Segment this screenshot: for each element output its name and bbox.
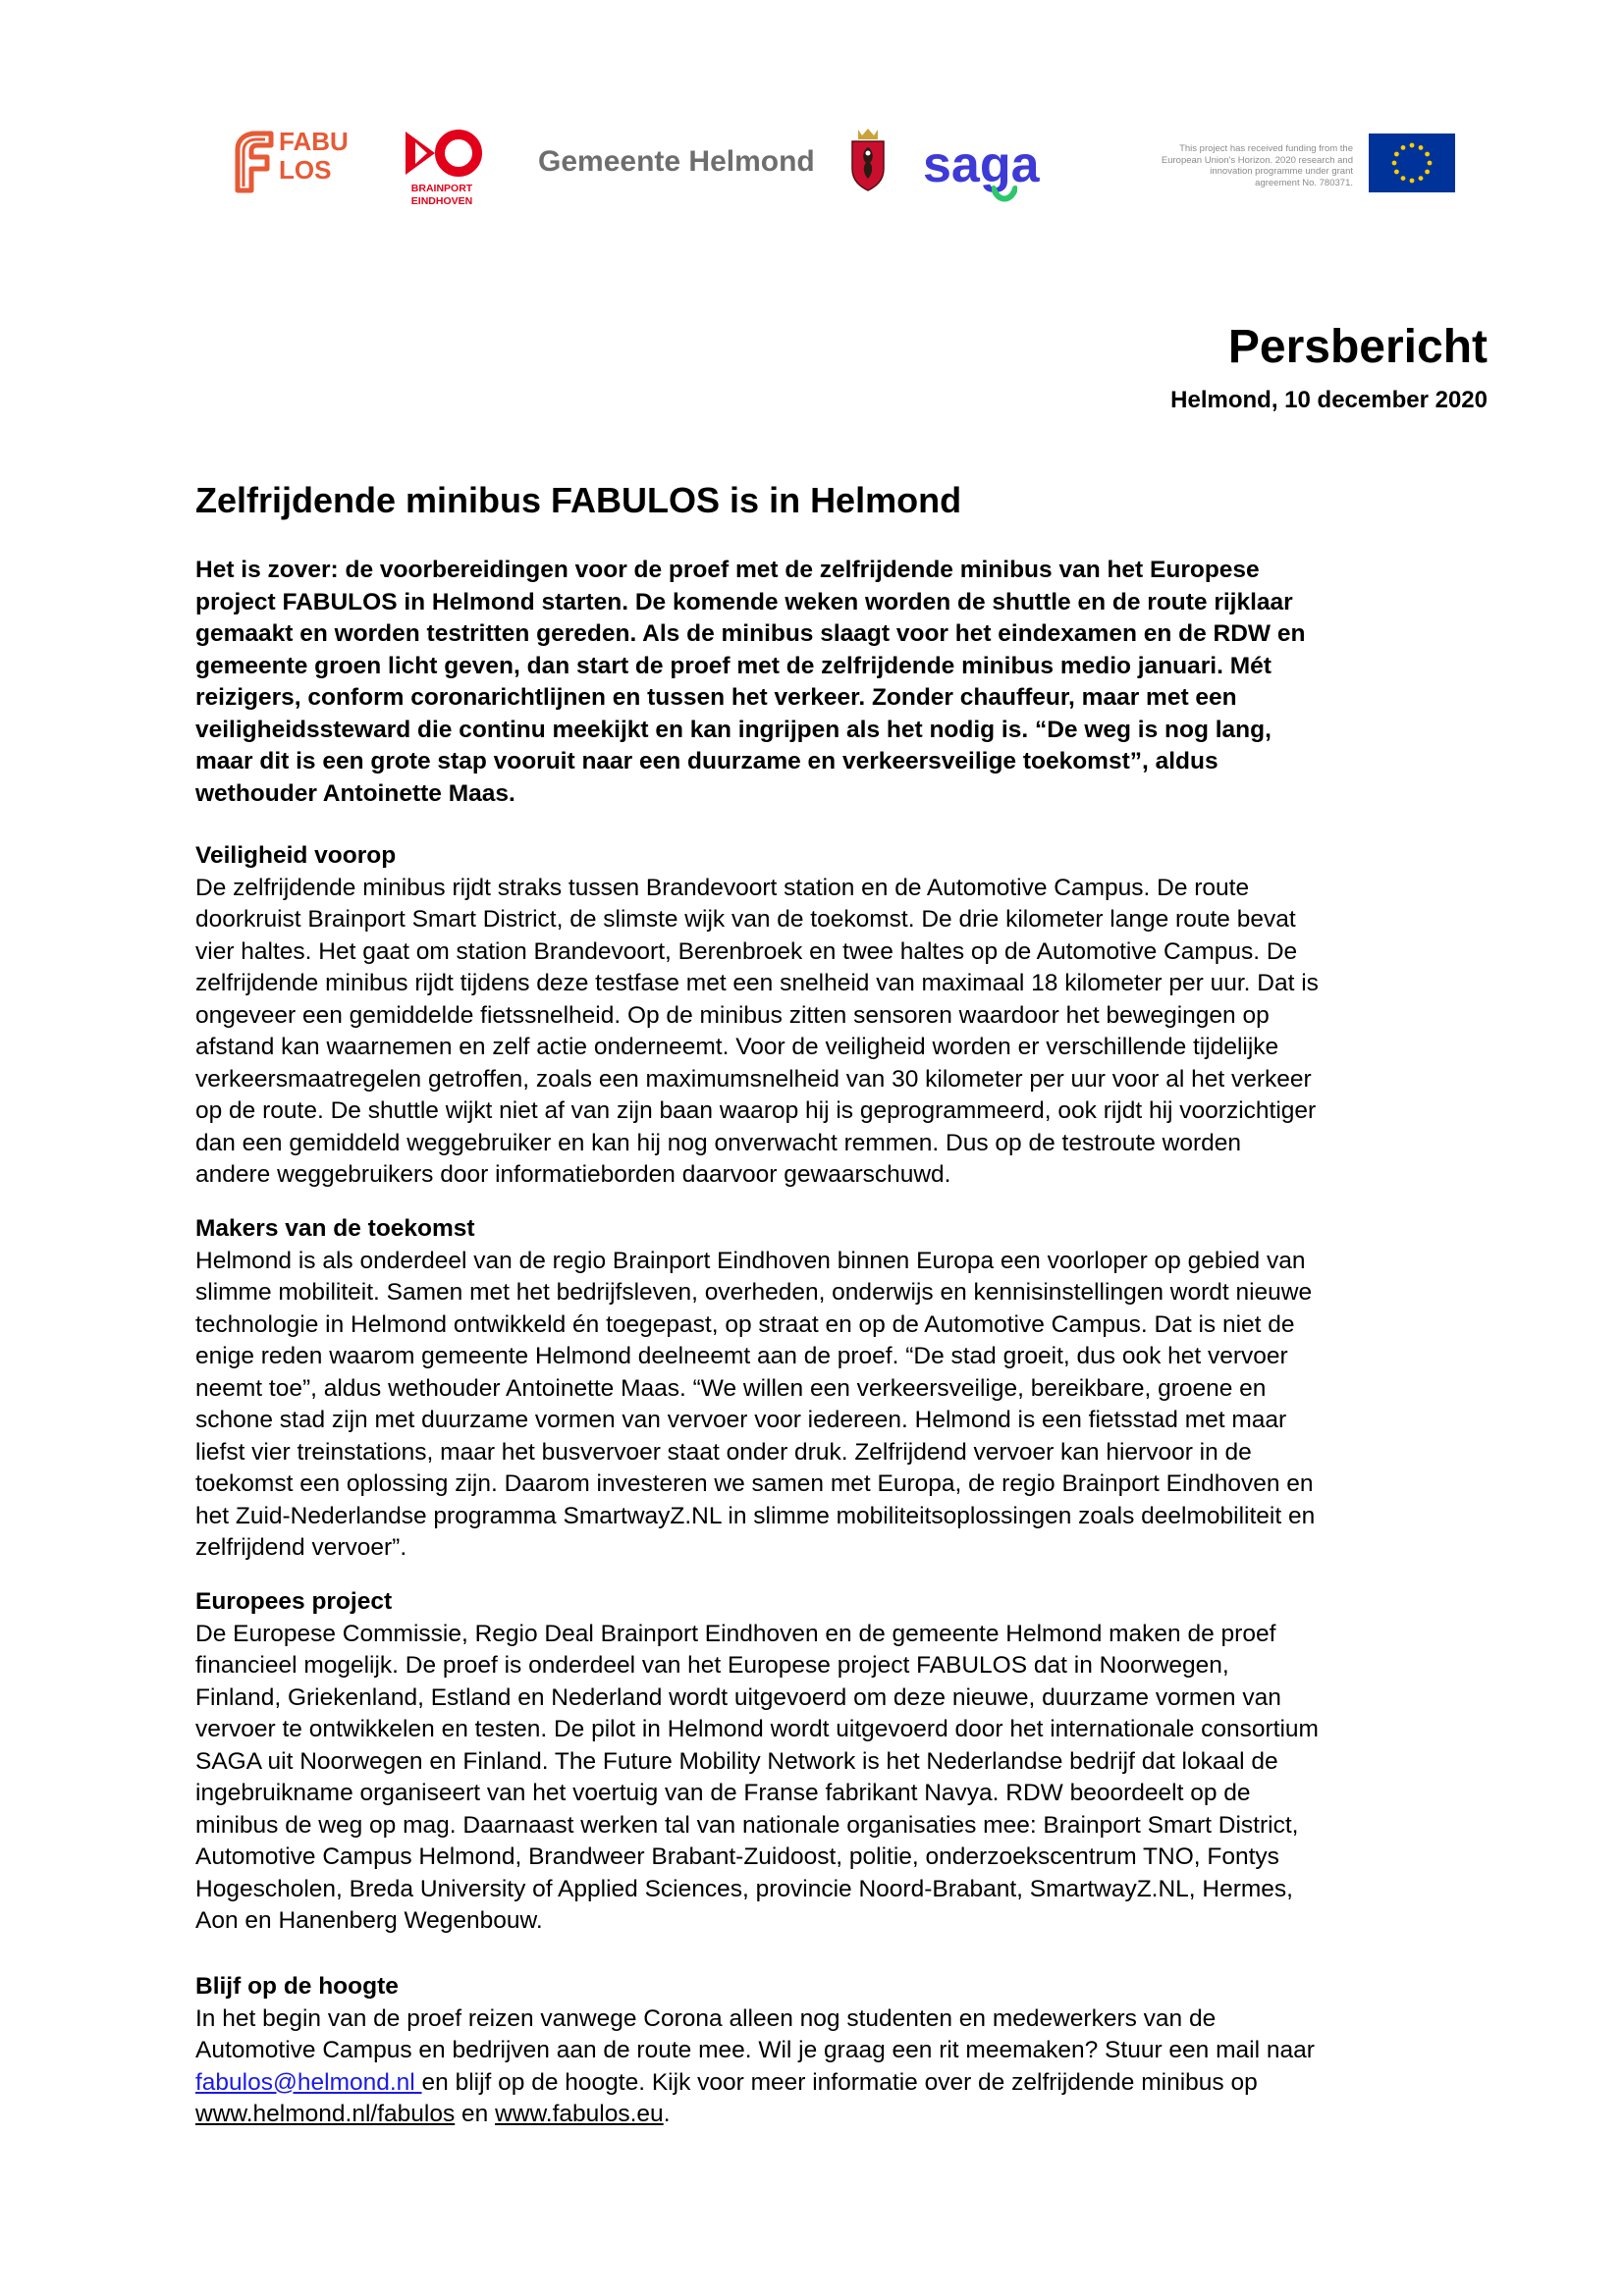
lead-line: Het is zover: de voorbereidingen voor de proef met de zelfrijdende minibus van het Europese: [195, 557, 1260, 583]
body-line: Hogescholen, Breda University of Applied Sciences, provincie Noord-Brabant, SmartwayZ.NL, Hermes,: [195, 1875, 1293, 1902]
eu-flag-icon: [1369, 133, 1455, 192]
body-line: ingebruikname organiseert van het voertuig van de Franse fabrikant Navya. RDW beoordeelt op de: [195, 1780, 1251, 1806]
dateline: Helmond, 10 december 2020: [1170, 387, 1488, 413]
helmond-fabulos-link[interactable]: www.helmond.nl/fabulos: [195, 2101, 456, 2127]
body-line: neemt toe”, aldus wethouder Antoinette Maas. “We willen een verkeersveilige, bereikbare, groene en: [195, 1374, 1267, 1402]
eu-note-line: agreement No. 780371.: [1255, 177, 1353, 188]
body-text: en: [455, 2101, 496, 2127]
body-line: zelfrijdende minibus rijdt tijdens deze testfase met een snelheid van maximaal 18 kilometer per uur. Dat is: [195, 970, 1319, 996]
helmond-coat-of-arms-icon: [848, 126, 888, 192]
lead-line: veiligheidssteward die continu meekijkt en kan ingrijpen als het nodig is. “De weg is nog lang,: [195, 716, 1272, 743]
document-type: Persbericht: [1227, 321, 1488, 373]
body-line: De zelfrijdende minibus rijdt straks tussen Brandevoort station en de Automotive Campus. De route: [195, 874, 1250, 901]
body-line: vier haltes. Het gaat om station Brandevoort, Berenbroek en twee haltes op de Automotive Campus. De: [195, 937, 1298, 965]
email-link[interactable]: fabulos@helmond.nl: [195, 2068, 422, 2096]
brainport-logo-line2: EINDHOVEN: [410, 195, 473, 207]
fabulos-logo-line2: LOS: [279, 155, 332, 185]
section-veiligheid-voorop: [195, 840, 1491, 1192]
gemeente-helmond-logo: [538, 126, 892, 194]
fabulos-eu-link[interactable]: www.fabulos.eu: [495, 2101, 664, 2127]
body-line: Aon en Hanenberg Wegenbouw.: [195, 1907, 543, 1934]
body-line: dan een gemiddeld weggebruiker en kan hij nog onverwacht remmen. Dus op de testroute worden: [195, 1129, 1242, 1156]
lead-line: wethouder Antoinette Maas.: [195, 779, 515, 807]
section-heading: Veiligheid voorop: [195, 842, 397, 869]
body-line: op de route. De shuttle wijkt niet af van zijn baan waarop hij is geprogrammeerd, ook rijdt hij voorzichtiger: [195, 1097, 1317, 1124]
body-line: [195, 2067, 1491, 2100]
body-line: financieel mogelijk. De proef is onderdeel van het Europese project FABULOS dat in Noorwegen,: [195, 1652, 1229, 1679]
body-line: zelfrijdend vervoer”.: [195, 1534, 407, 1561]
body-line: vervoer te ontwikkelen en testen. De pilot in Helmond wordt uitgevoerd door het internationale consortium: [195, 1716, 1319, 1742]
lead-line: gemeente groen licht geven, dan start de proef met de zelfrijdende minibus medio januari. Mét: [195, 652, 1272, 679]
body-line: schone stad zijn met duurzame vormen van vervoer voor iedereen. Helmond is een fietsstad met maar: [195, 1407, 1287, 1433]
body-line: doorkruist Brainport Smart District, de slimste wijk van de toekomst. De drie kilometer lange route bevat: [195, 906, 1296, 933]
press-release-title: Zelfrijdende minibus FABULOS is in Helmond: [195, 480, 962, 520]
body-line: SAGA uit Noorwegen en Finland. The Future Mobility Network is het Nederlandse bedrijf dat lokaal de: [195, 1747, 1278, 1775]
body-line: minibus de weg op mag. Daarnaast werken tal van nationale organisaties mee: Brainport Smart District,: [195, 1811, 1299, 1839]
eu-note-line: European Union's Horizon. 2020 research and: [1161, 154, 1353, 166]
body-line: [195, 2099, 1491, 2131]
body-line: Automotive Campus en bedrijven aan de route mee. Wil je graag een rit meemaken? Stuur een mail naar: [195, 2037, 1315, 2063]
section-europees-project: [195, 1586, 1491, 1938]
body-line: toekomst een oplossing zijn. Daarom investeren we samen met Europa, de regio Brainport Eindhoven en: [195, 1470, 1314, 1497]
body-line: andere weggebruikers door informatieborden daarvoor gewaarschuwd.: [195, 1161, 951, 1188]
eu-note-line: innovation programme under grant: [1210, 166, 1353, 177]
body-line: Automotive Campus Helmond, Brandweer Brabant-Zuidoost, politie, onderzoekscentrum TNO, Fontys: [195, 1843, 1279, 1870]
body-line: technologie in Helmond ontwikkeld én toegepast, op straat en op de Automotive Campus. Dat is niet de: [195, 1310, 1295, 1338]
section-blijf-op-de-hoogte: [195, 1971, 1491, 2131]
section-makers-van-de-toekomst: [195, 1213, 1491, 1565]
eu-funding-notice: [1127, 133, 1459, 198]
body-line: Helmond is als onderdeel van de regio Brainport Eindhoven binnen Europa een voorloper op gebied van: [195, 1247, 1306, 1274]
brainport-logo-line1: BRAINPORT: [410, 183, 473, 194]
eu-note-line: This project has received funding from the: [1179, 143, 1353, 154]
fabulos-emblem-icon: [232, 128, 277, 196]
fabulos-logo-line1: FABU: [279, 127, 349, 156]
lead-line: reizigers, conform coronarichtlijnen en tussen het verkeer. Zonder chauffeur, maar met een: [195, 684, 1237, 711]
brainport-eindhoven-logo: [398, 126, 486, 206]
body-line: verkeersmaatregelen getroffen, zoals een maximumsnelheid van 30 kilometer per uur voor al het verkeer: [195, 1065, 1312, 1093]
body-line: ongeveer een gemiddelde fietssnelheid. Op de minibus zitten sensoren waardoor het bewegingen op: [195, 1001, 1270, 1029]
body-line: In het begin van de proef reizen vanwege Corona alleen nog studenten en medewerkers van de: [195, 2004, 1217, 2032]
section-heading: Makers van de toekomst: [195, 1215, 475, 1242]
body-line: liefst vier treinstations, maar het busvervoer staat onder druk. Zelfrijdend vervoer kan hiervoor in de: [195, 1438, 1252, 1466]
section-heading: Europees project: [195, 1588, 393, 1615]
section-heading: Blijf op de hoogte: [195, 1973, 399, 2000]
body-line: afstand kan waarnemen en zelf actie onderneemt. Voor de veiligheid worden er verschillende tijdelijke: [195, 1034, 1279, 1060]
body-line: slimme mobiliteit. Samen met het bedrijfsleven, overheden, onderwijs en kennisinstellingen wordt nieuwe: [195, 1279, 1313, 1306]
lead-paragraph: [195, 555, 1491, 810]
body-line: De Europese Commissie, Regio Deal Brainport Eindhoven en de gemeente Helmond maken de proef: [195, 1620, 1276, 1647]
body-line: het Zuid-Nederlandse programma SmartwayZ.NL in slimme mobiliteitsoplossingen zoals deelmobiliteit en: [195, 1502, 1316, 1529]
lead-line: gemaakt en worden testritten gereden. Als de minibus slaagt voor het eindexamen en de RDW en: [195, 620, 1306, 647]
saga-wordmark: saga: [923, 136, 1040, 193]
body-line: enige reden waarom gemeente Helmond deelneemt aan de proef. “De stad groeit, dus ook het vervoer: [195, 1343, 1288, 1369]
saga-green-swoosh-icon: [992, 185, 1017, 206]
brainport-mark-icon: [398, 126, 486, 181]
body-line: Finland, Griekenland, Estland en Nederland wordt uitgevoerd om deze nieuwe, duurzame vormen van: [195, 1683, 1281, 1711]
lead-line: maar dit is een grote stap vooruit naar een duurzame en verkeersveilige toekomst”, aldus: [195, 748, 1218, 774]
fabulos-logo: [232, 127, 349, 196]
lead-line: project FABULOS in Helmond starten. De komende weken worden de shuttle en de route rijklaar: [195, 588, 1293, 615]
body-text: .: [663, 2101, 671, 2127]
body-text: en blijf op de hoogte. Kijk voor meer informatie over de zelfrijdende minibus op: [421, 2068, 1258, 2096]
gemeente-helmond-wordmark: Gemeente Helmond: [538, 145, 815, 178]
saga-logo: [923, 137, 1080, 206]
